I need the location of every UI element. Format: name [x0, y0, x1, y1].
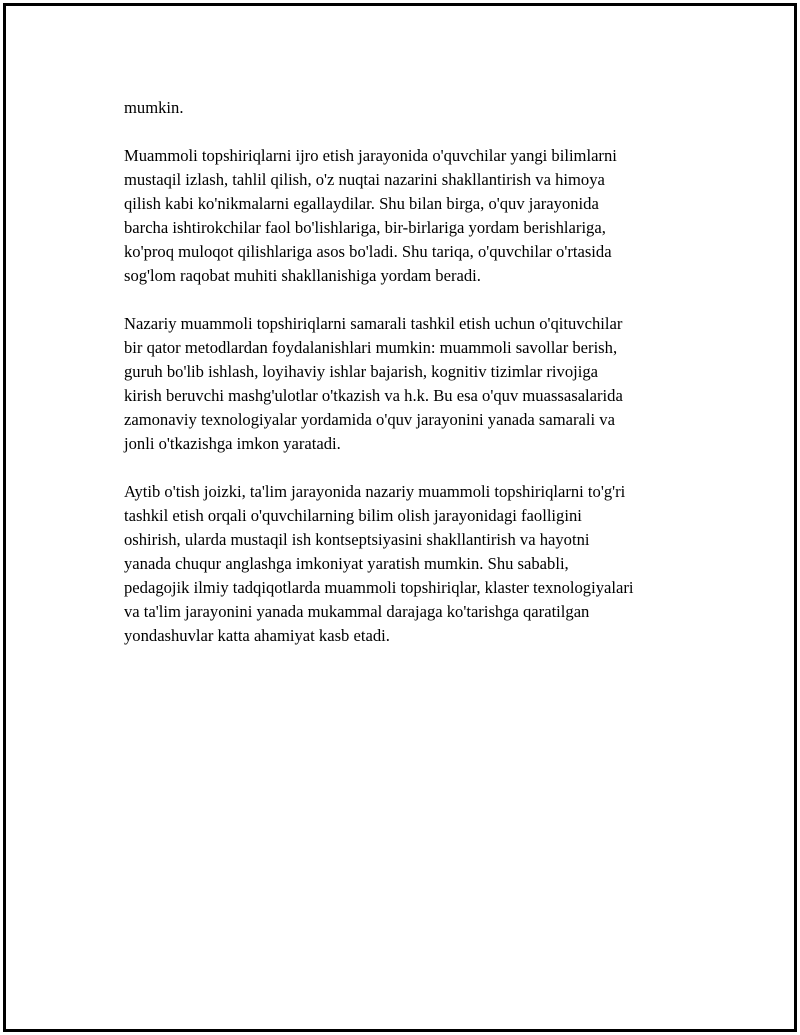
paragraph-continuation: mumkin. — [124, 98, 184, 117]
paragraph-conclusion: Aytib o'tish joizki, ta'lim jarayonida nazariy muammoli topshiriqlarni to'g'ri tashkil etish orqali o'quvchilarning bilim olish jarayonidagi faolligini oshirish, ularda mustaqil ish kontseptsiyasini shakllantirish va hayotni yanada chuqur anglashga imkoniyat yaratish mumkin. Shu sababli, pedagojik ilmiy tadqiqotlarda muammoli topshiriqlar, klaster texnologiyalari va ta'lim jarayonini yanada mukammal darajaga ko'tarishga qaratilgan yondashuvlar katta ahamiyat kasb etadi. — [124, 482, 634, 645]
paragraph-problem-tasks: Muammoli topshiriqlarni ijro etish jarayonida o'quvchilar yangi bilimlarni mustaqil izlash, tahlil qilish, o'z nuqtai nazarini shakllantirish va himoya qilish kabi ko'nikmalarni egallaydilar. Shu bilan birga, o'quv jarayonida barcha ishtirokchilar faol bo'lishlariga, bir-birlariga yordam berishlariga, ko'proq muloqot qilishlariga asos bo'ladi. Shu tariqa, o'quvchilar o'rtasida sog'lom raqobat muhiti shakllanishiga yordam beradi. — [124, 146, 617, 285]
page-frame — [3, 3, 797, 1032]
page-content — [124, 96, 724, 672]
paragraph-methods: Nazariy muammoli topshiriqlarni samarali tashkil etish uchun o'qituvchilar bir qator metodlardan foydalanishlari mumkin: muammoli savollar berish, guruh bo'lib ishlash, loyihaviy ishlar bajarish, kognitiv tizimlar rivojiga kirish beruvchi mashg'ulotlar o'tkazish va h.k. Bu esa o'quv muassasalarida zamonaviy texnologiyalar yordamida o'quv jarayonini yanada samarali va jonli o'tkazishga imkon yaratadi. — [124, 314, 623, 453]
